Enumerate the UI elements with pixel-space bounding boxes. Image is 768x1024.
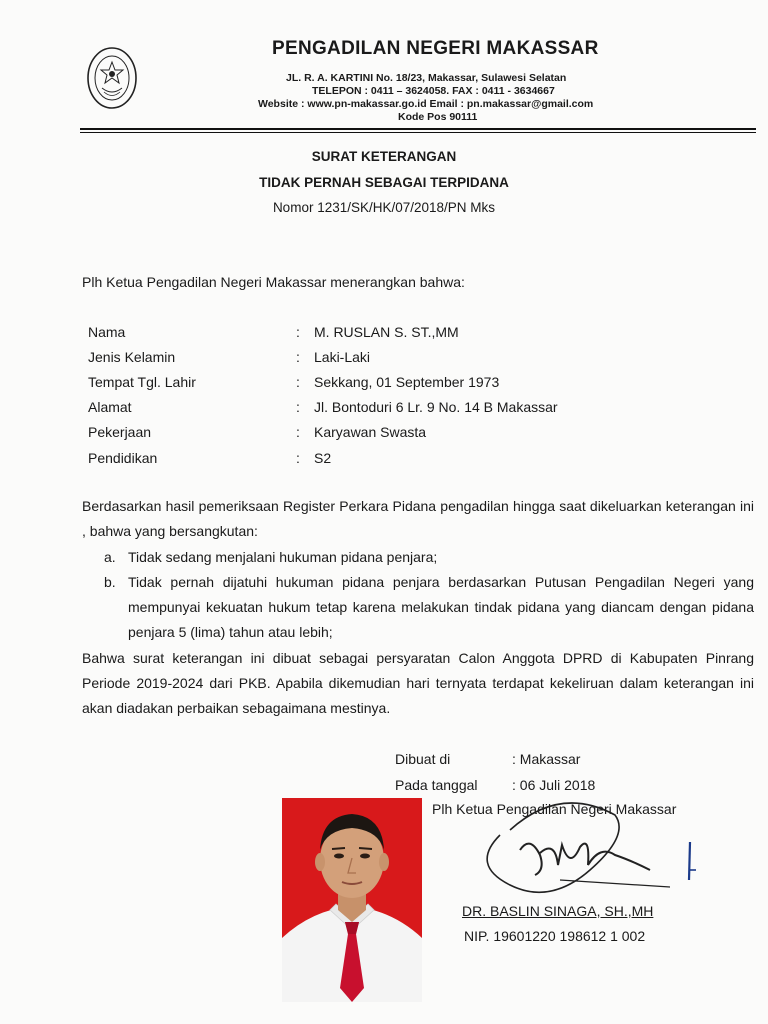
court-seal-logo	[86, 46, 138, 110]
date-value: : 06 Juli 2018	[512, 777, 596, 793]
list-marker-a: a.	[104, 549, 116, 565]
pen-mark	[680, 840, 700, 885]
body-paragraph-1: Berdasarkan hasil pemeriksaan Register Perkara Pidana pengadilan hingga saat dikeluarkan keterangan ini , bahwa yang bersangkutan:	[82, 498, 754, 539]
identity-value-name: M. RUSLAN S. ST.,MM	[314, 324, 459, 340]
intro-statement: Plh Ketua Pengadilan Negeri Makassar menerangkan bahwa:	[82, 274, 465, 290]
handwritten-signature	[440, 775, 670, 915]
identity-label: Alamat	[88, 399, 132, 415]
list-item-a: Tidak sedang menjalani hukuman pidana penjara;	[128, 549, 438, 565]
list-item-b: Tidak pernah dijatuhi hukuman pidana penjara berdasarkan Putusan Pengadilan Negeri yang mempunyai kekuatan hukum tetap karena melakukan tindak pidana yang diancam dengan pidana penjara 5 (lima) tahun atau lebih;	[128, 574, 754, 640]
place-label: Dibuat di	[395, 751, 451, 767]
identity-value-education: S2	[314, 450, 332, 466]
identity-colon: :	[296, 374, 300, 390]
signatory-nip: NIP. 19601220 198612 1 002	[464, 928, 646, 944]
identity-value-occupation: Karyawan Swasta	[314, 424, 427, 440]
list-marker-b: b.	[104, 574, 116, 590]
identity-colon: :	[296, 424, 300, 440]
court-address: JL. R. A. KARTINI No. 18/23, Makassar, Sulawesi Selatan	[286, 72, 567, 84]
court-web-email: Website : www.pn-makassar.go.id Email : pn.makassar@gmail.com	[258, 98, 594, 110]
portrait-illustration	[282, 798, 422, 1002]
header-rule-thin	[80, 132, 756, 133]
identity-value-gender: Laki-Laki	[314, 349, 371, 365]
date-label: Pada tanggal	[395, 777, 478, 793]
identity-label: Nama	[88, 324, 126, 340]
identity-value-birth: Sekkang, 01 September 1973	[314, 374, 500, 390]
signatory-position: Plh Ketua Pengadilan Negeri Makassar	[432, 801, 677, 817]
identity-colon: :	[296, 349, 300, 365]
identity-label: Tempat Tgl. Lahir	[88, 374, 196, 390]
place-value: : Makassar	[512, 751, 581, 767]
court-phone: TELEPON : 0411 – 3624058. FAX : 0411 - 3634667	[312, 85, 555, 97]
document-number: Nomor 1231/SK/HK/07/2018/PN Mks	[272, 200, 496, 215]
header-rule-thick	[80, 128, 756, 130]
identity-label: Jenis Kelamin	[88, 349, 176, 365]
identity-colon: :	[296, 399, 300, 415]
document-title: SURAT KETERANGAN	[311, 149, 457, 164]
signatory-name: DR. BASLIN SINAGA, SH.,MH	[462, 903, 654, 919]
identity-colon: :	[296, 324, 300, 340]
court-name: PENGADILAN NEGERI MAKASSAR	[272, 38, 599, 59]
identity-colon: :	[296, 450, 300, 466]
identity-label: Pekerjaan	[88, 424, 152, 440]
applicant-photo	[282, 798, 422, 1002]
document-subtitle: TIDAK PERNAH SEBAGAI TERPIDANA	[259, 175, 509, 190]
body-paragraph-2: Bahwa surat keterangan ini dibuat sebagai persyaratan Calon Anggota DPRD di Kabupaten Pinrang Periode 2019-2024 dari PKB. Apabila dikemudian hari ternyata terdapat kekeliruan dalam keterangan ini akan diadakan perbaikan sebagaimana mestinya.	[82, 650, 754, 716]
identity-label: Pendidikan	[88, 450, 158, 466]
identity-value-address: Jl. Bontoduri 6 Lr. 9 No. 14 B Makassar	[314, 399, 558, 415]
court-postal-code: Kode Pos 90111	[398, 111, 478, 123]
